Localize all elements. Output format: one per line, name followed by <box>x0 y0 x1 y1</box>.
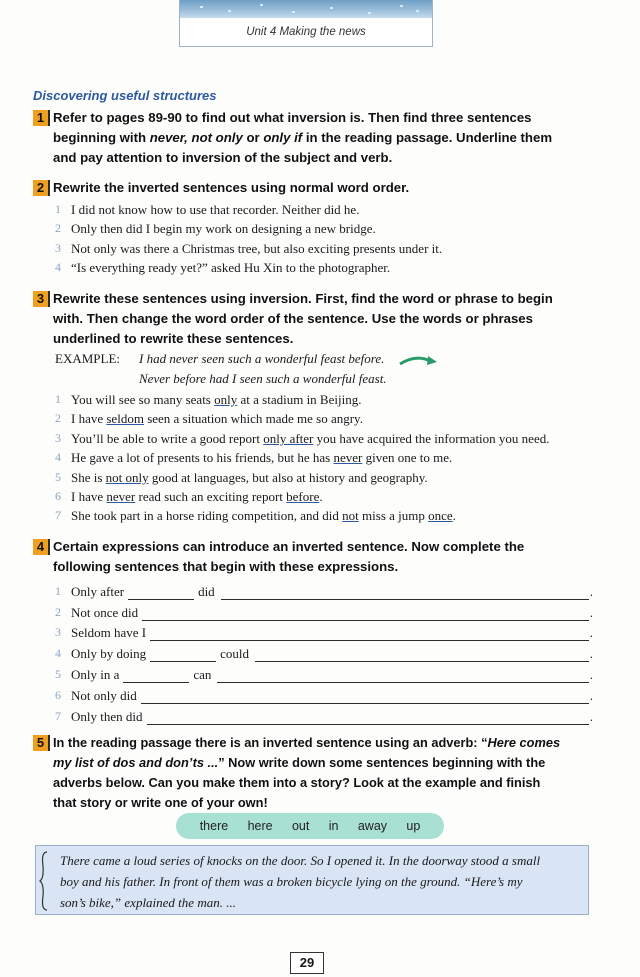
unit-title: Unit 4 Making the news <box>246 26 366 38</box>
fill-in-row: 4 Only by doing could . <box>55 646 593 662</box>
task-1 <box>33 108 593 168</box>
answer-blank[interactable] <box>147 712 589 725</box>
task-number-badge: 4 <box>33 539 50 555</box>
curved-arrow-icon <box>398 353 438 367</box>
unit-header <box>179 0 433 47</box>
task-3-list <box>55 390 593 526</box>
fill-in-row: 2 Not once did . <box>55 604 593 620</box>
instruction-line: beginning with never, not only or only if in the reading passage. Underline them <box>53 130 553 145</box>
story-line: boy and his father. In front of them was a broken bicycle lying on the ground. “Here’s my <box>60 874 523 889</box>
list-item: 2 I have seldom seen a situation which made me so angry. <box>55 411 363 427</box>
word-chip: away <box>357 819 388 833</box>
task-number-badge: 1 <box>33 110 50 126</box>
fill-in-row: 7 Only then did . <box>55 708 593 724</box>
task-3 <box>33 289 593 526</box>
section-heading: Discovering useful structures <box>33 88 217 103</box>
list-item: 3 You’ll be able to write a good report only after you have acquired the information you need. <box>55 430 550 446</box>
answer-blank[interactable] <box>141 691 589 704</box>
bracket-icon <box>39 850 49 912</box>
answer-blank[interactable] <box>221 587 589 600</box>
answer-blank[interactable] <box>123 670 189 683</box>
answer-blank[interactable] <box>150 628 589 641</box>
story-line: son’s bike,” explained the man. ... <box>60 895 236 910</box>
answer-blank[interactable] <box>128 587 194 600</box>
fill-in-row: 3 Seldom have I . <box>55 625 593 641</box>
answer-blank[interactable] <box>217 670 588 683</box>
task-number-badge: 3 <box>33 291 50 307</box>
fill-in-row: 6 Not only did . <box>55 687 593 703</box>
task-4-instructions: 4 Certain expressions can introduce an inverted sentence. Now complete the following sentences that begin with these expressions. <box>33 537 593 577</box>
task-5 <box>33 733 593 813</box>
task-number-badge: 2 <box>33 180 50 196</box>
task-2-list <box>55 200 593 278</box>
answer-blank[interactable] <box>255 649 589 662</box>
task-2-instructions: 2 Rewrite the inverted sentences using normal word order. <box>33 178 593 198</box>
page-number: 29 <box>290 952 324 974</box>
task-4-fill-list <box>55 579 593 725</box>
word-chip: out <box>291 819 310 833</box>
example-story-box <box>35 845 589 915</box>
list-item: 5 She is not only good at languages, but also at history and geography. <box>55 469 428 485</box>
example-label: EXAMPLE: <box>55 351 120 366</box>
task-5-instructions: 5 In the reading passage there is an inverted sentence using an adverb: “Here comes my list of dos and don’ts ...” Now write down some sentences beginning with the adverbs below. Can you make them into a story? Look at the example and finish that story or write one of your own! <box>33 733 593 813</box>
list-item: 4 “Is everything ready yet?” asked Hu Xin to the photographer. <box>55 260 391 276</box>
list-item: 1 You will see so many seats only at a stadium in Beijing. <box>55 392 362 407</box>
list-item: 2 Only then did I begin my work on designing a new bridge. <box>55 221 376 237</box>
list-item: 4 He gave a lot of presents to his friends, but he has never given one to me. <box>55 450 453 466</box>
task-1-instructions <box>33 108 593 168</box>
task-number-badge: 5 <box>33 735 50 751</box>
answer-blank[interactable] <box>142 608 589 621</box>
word-chip: up <box>406 819 421 833</box>
answer-blank[interactable] <box>150 649 216 662</box>
adverb-word-bank <box>176 813 444 839</box>
list-item: 3 Not only was there a Christmas tree, but also exciting presents under it. <box>55 240 443 256</box>
fill-in-row: 5 Only in a can . <box>55 666 593 682</box>
task-3-instructions: 3 Rewrite these sentences using inversion. First, find the word or phrase to begin with. Then change the word order of the sentence. Use the words or phrases underlined to rewrite these sentences. <box>33 289 593 349</box>
task-4 <box>33 537 593 725</box>
list-item: 6 I have never read such an exciting report before. <box>55 489 323 505</box>
fill-in-row: 1 Only after did . <box>55 583 593 599</box>
header-water-illustration <box>180 0 432 18</box>
task-2 <box>33 178 593 278</box>
list-item: 7 She took part in a horse riding competition, and did not miss a jump once. <box>55 508 456 524</box>
list-item: 1 I did not know how to use that recorder. Neither did he. <box>55 202 360 217</box>
word-chip: there <box>199 819 229 833</box>
example-sentence: I had never seen such a wonderful feast before. <box>139 351 385 366</box>
word-chip: in <box>328 819 339 833</box>
instruction-line: Refer to pages 89-90 to find out what inversion is. Then find three sentences <box>53 110 532 125</box>
example-answer: Never before had I seen such a wonderful feast. <box>139 370 387 386</box>
word-chip: here <box>247 819 273 833</box>
story-line: There came a loud series of knocks on the door. So I opened it. In the doorway stood a small <box>60 853 541 868</box>
example <box>55 349 593 388</box>
instruction-line: and pay attention to inversion of the subject and verb. <box>53 150 393 165</box>
